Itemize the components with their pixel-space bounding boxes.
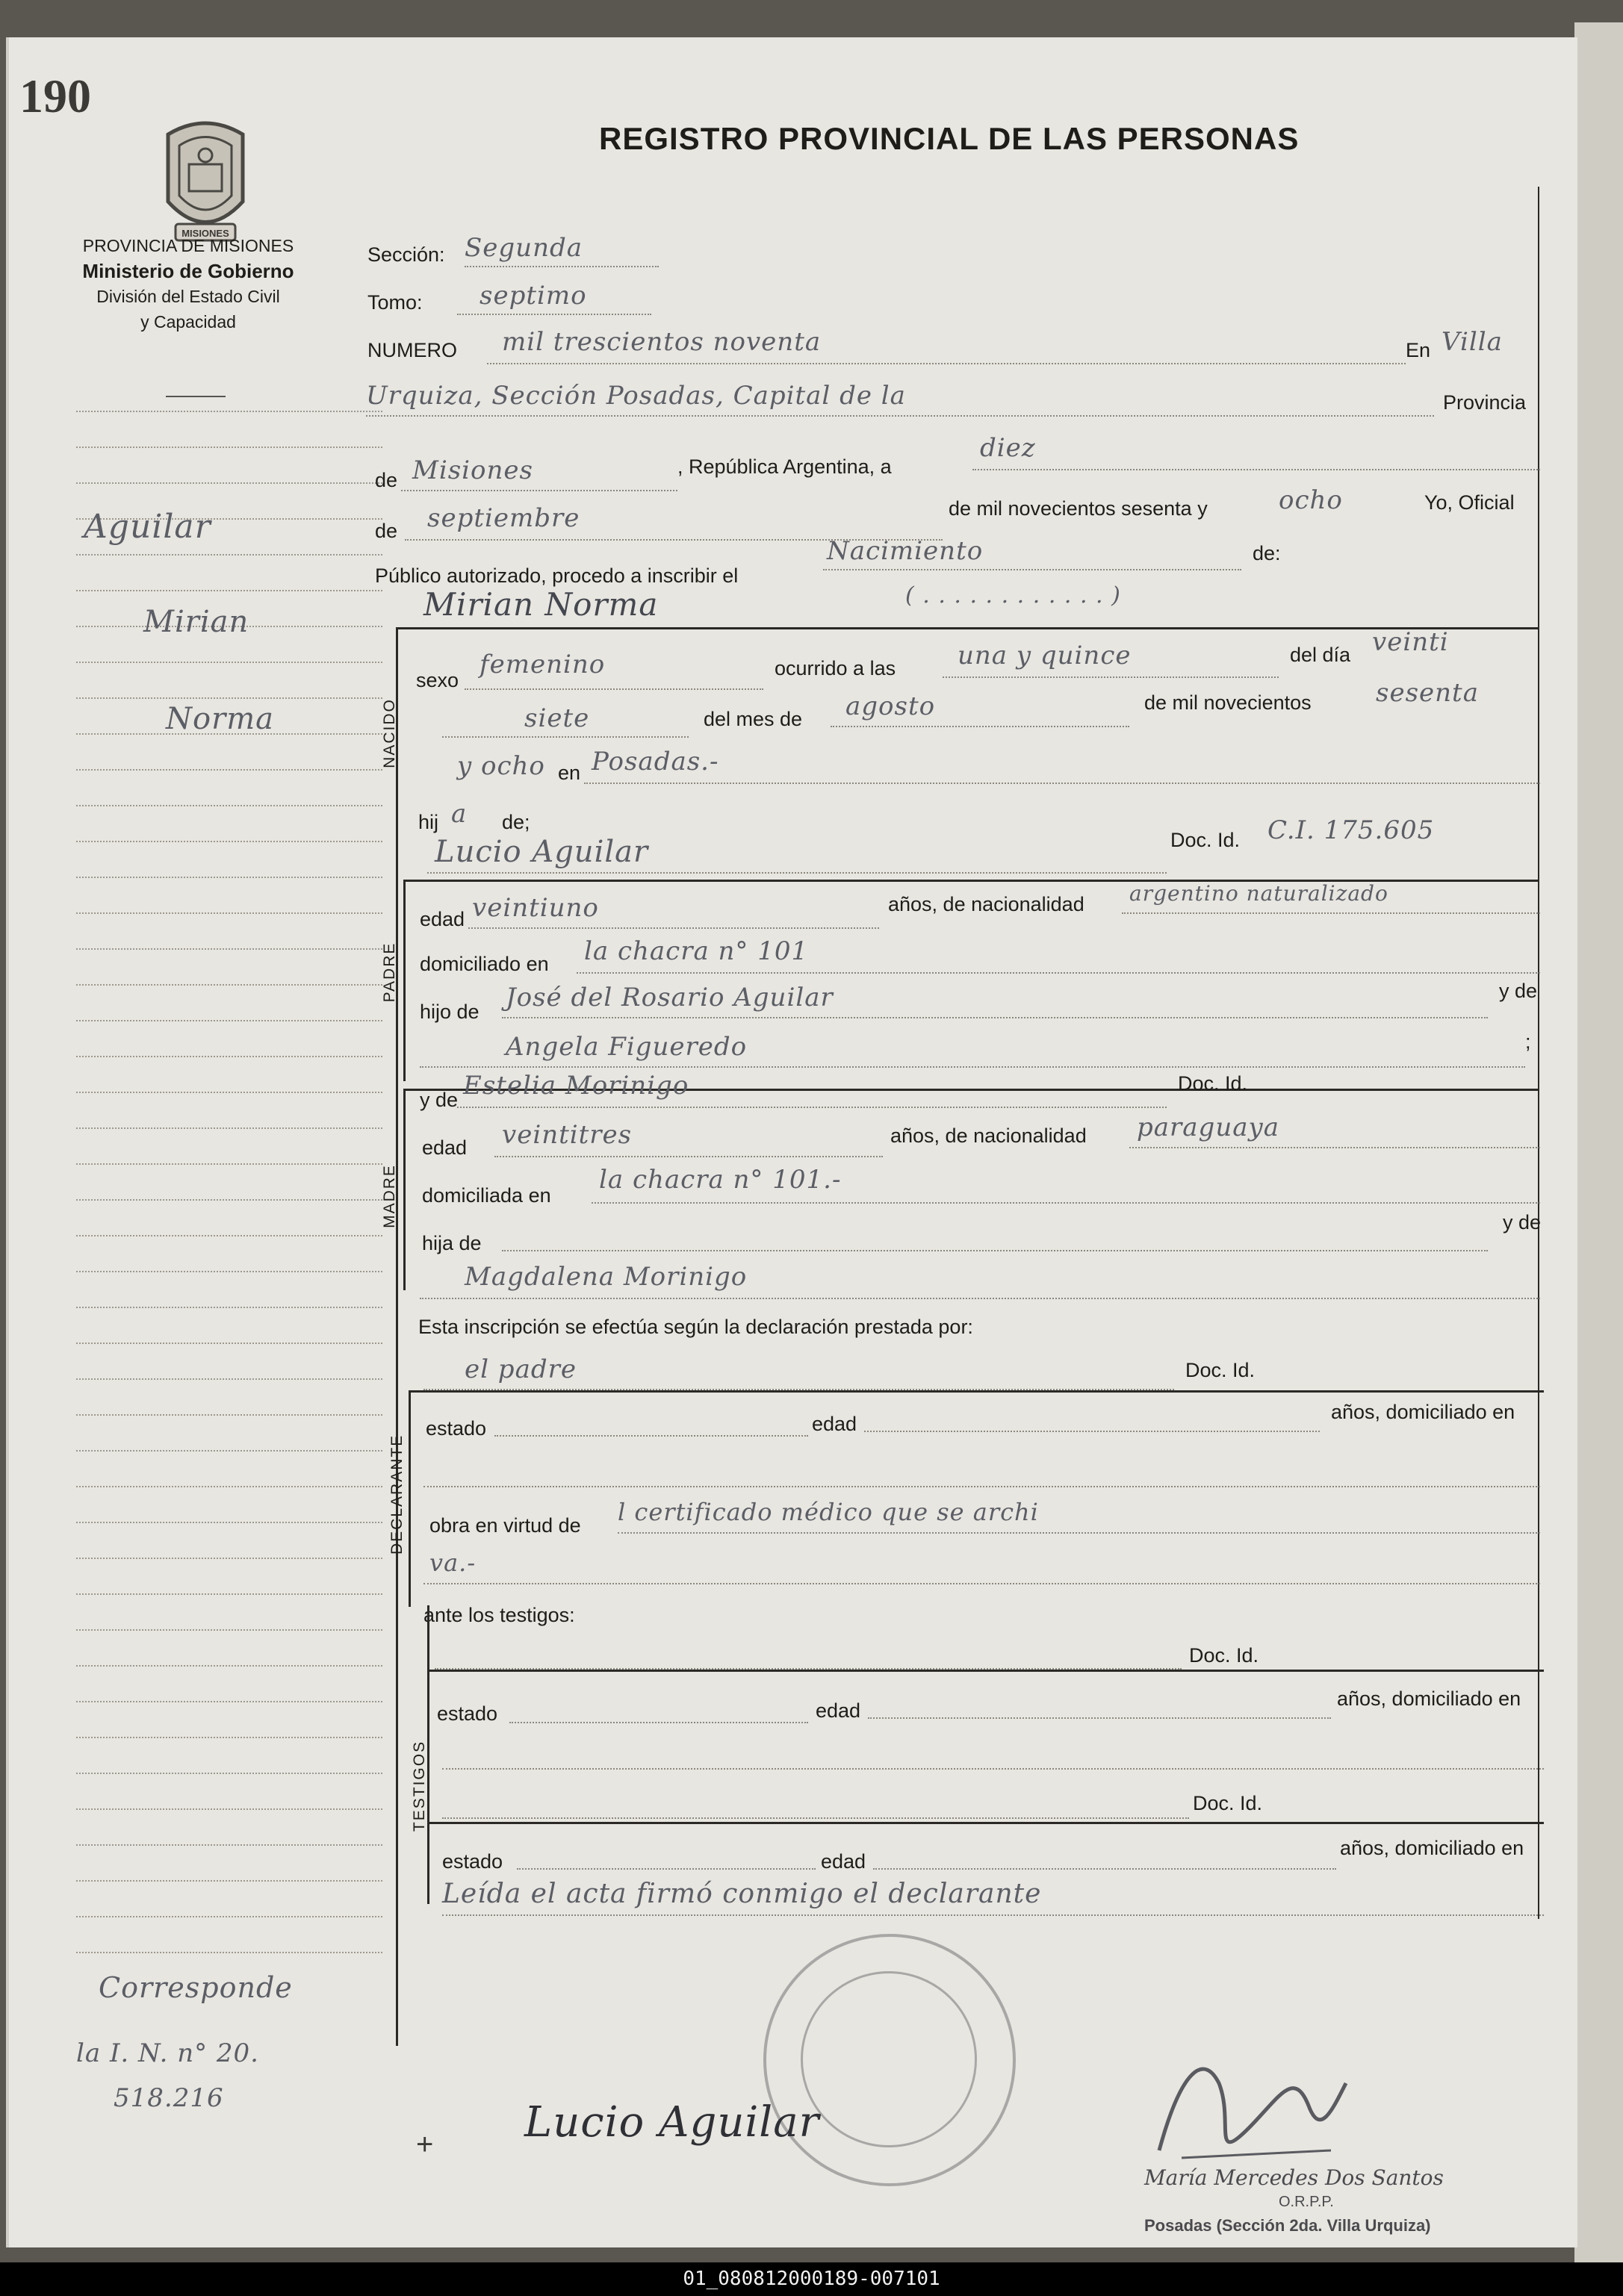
year-value: ocho [1279,485,1343,515]
official-office: Posadas (Sección 2da. Villa Urquiza) [1144,2216,1431,2235]
padre-nacionalidad-label: años, de nacionalidad [888,893,1084,915]
mil-novecientos-label: de mil novecientos [1144,691,1312,714]
madre-nombre-value: Estelia Morinigo [463,1071,689,1101]
padre-bracket [403,880,406,1081]
publico-label: Público autorizado, procedo a inscribir el [375,564,739,587]
form-right-border [1538,187,1539,1919]
page-number: 190 [19,69,91,122]
padre-domicilio-label: domiciliado en [420,953,549,975]
month-value: septiembre [427,503,580,533]
hora-value: una y quince [958,641,1132,671]
province-value: Misiones [412,455,533,485]
padre-hijo-de-label: hijo de [420,1001,480,1023]
child-name-value: Mirian Norma [423,586,659,623]
sexo-value: femenino [480,650,606,679]
testigos-top-rule [427,1670,1544,1672]
nacido-section-label: NACIDO [381,698,398,768]
testigo-1-anios-label: años, domiciliado en [1337,1687,1521,1710]
declarante-bracket [409,1390,411,1607]
closing-statement: Leída el acta firmó conmigo el declarante [442,1879,1042,1909]
testigo-2-doc-label: Doc. Id. [1193,1792,1263,1814]
anio-value-1: sesenta [1376,678,1479,708]
place-value: Urquiza, Sección Posadas, Capital de la [366,381,906,411]
testigos-intro: ante los testigos: [423,1604,575,1626]
declarante-obra-value: l certificado médico que se archi [618,1498,1039,1526]
sexo-label: sexo [416,669,459,691]
hijo-de-label: de; [502,811,530,833]
testigo-2-edad-label: edad [821,1850,866,1873]
de-label: de [375,469,398,491]
madre-edad-label: edad [422,1136,468,1159]
madre-bracket [403,1089,406,1290]
cross-mark: + [416,2128,434,2161]
testigo-2-estado-label: estado [442,1850,503,1873]
testigo-1-edad-label: edad [816,1699,861,1722]
madre-domicilio-value: la chacra n° 101.- [599,1165,842,1195]
tomo-value: septimo [480,281,587,311]
day-value: diez [980,433,1036,463]
numero-value: mil trescientos noventa [502,327,822,357]
padre-semicolon: ; [1525,1030,1531,1053]
year-label: de mil novecientos sesenta y [949,497,1208,520]
declarante-intro: Esta inscripción se efectúa según la declaración prestada por: [418,1316,973,1338]
seccion-label: Sección: [367,243,445,266]
madre-hija-de-label: hija de [422,1232,482,1254]
margin-note-corresponde: Corresponde [99,1971,293,2004]
seccion-value: Segunda [465,233,583,263]
adjacent-page-edge [1574,22,1623,2262]
province-label: PROVINCIA DE MISIONES [82,236,294,255]
padre-y-de-label: y de [1499,980,1538,1002]
header-divider [166,396,226,397]
anio-value-2: y ocho [457,751,545,781]
madre-domicilio-label: domiciliada en [422,1184,551,1207]
declarante-signature: Lucio Aguilar [524,2098,820,2147]
padre-nacionalidad-value: argentino naturalizado [1129,881,1388,906]
padre-edad-label: edad [420,908,465,930]
margin-note-number: 518.216 [114,2083,224,2113]
abuela-materna-value: Magdalena Morinigo [465,1262,748,1292]
testigo-1-estado-label: estado [437,1702,498,1725]
nacido-top-rule [396,627,1539,629]
del-mes-label: del mes de [704,708,803,730]
madre-doc-label: Doc. Id. [1178,1072,1248,1095]
madre-nacionalidad-label: años, de nacionalidad [890,1124,1087,1147]
declarante-doc-label: Doc. Id. [1185,1359,1256,1381]
dia-value-2: siete [524,703,590,733]
division-label: División del Estado Civil [96,287,280,306]
numero-label: NUMERO [367,339,457,361]
division-label-2: y Capacidad [140,312,236,332]
del-dia-label: del día [1290,644,1351,666]
padre-domicilio-value: la chacra n° 101 [584,936,809,966]
testigo-1-doc-label: Doc. Id. [1189,1644,1259,1667]
ministry-label: Ministerio de Gobierno [82,260,294,282]
abuelo-paterno-value: José del Rosario Aguilar [506,983,834,1012]
madre-y-de-label: y de [420,1089,459,1111]
official-title: O.R.P.P. [1279,2194,1334,2210]
declarante-anios-label: años, domiciliado en [1331,1401,1515,1423]
dia-value-1: veinti [1372,627,1449,657]
declarante-section-label: DECLARANTE [388,1434,406,1555]
de-label-2: de [375,520,398,542]
madre-y-de-label-2: y de [1503,1211,1542,1233]
margin-surname: Aguilar [84,508,211,546]
svg-text:MISIONES: MISIONES [181,228,229,239]
republica-label: , República Argentina, a [677,455,892,478]
scan-id-footer: 01_080812000189-007101 [0,2262,1623,2296]
page-title: REGISTRO PROVINCIAL DE LAS PERSONAS [599,121,1300,156]
madre-nacionalidad-value: paraguaya [1137,1113,1279,1142]
padre-doc-value: C.I. 175.605 [1267,815,1435,845]
margin-first-name: Mirian [143,605,249,639]
madre-edad-value: veintitres [502,1120,633,1150]
padre-nombre-value: Lucio Aguilar [435,835,649,869]
en-value: Villa [1442,327,1503,357]
mes-value: agosto [845,691,936,721]
de-colon-label: de: [1253,542,1281,564]
lugar-en-label: en [558,762,581,784]
margin-middle-name: Norma [166,702,274,736]
section-bracket [396,627,398,2046]
padre-doc-label: Doc. Id. [1170,829,1241,851]
madre-section-label: MADRE [381,1164,398,1228]
hijo-label: hij [418,811,439,833]
issuer-header [54,233,323,335]
testigo-2-anios-label: años, domiciliado en [1340,1837,1524,1859]
declarante-estado-label: estado [426,1417,487,1440]
lugar-value: Posadas.- [592,747,719,777]
ocurrido-label: ocurrido a las [775,657,896,679]
margin-note-reference: la I. N. n° 20. [76,2038,259,2068]
birth-record-page: 190 REGISTRO PROVINCIAL DE LAS PERSONAS MISIONES PROVINCIA DE MISIONES Ministerio de Gobierno División del Estado Civil y Capacidad Aguilar Mirian Norma Corresponde la I. N. n° 20. 518.216 Sección: Segunda Tomo: septimo NUMERO mil trescientos noventa En Villa Urquiza, Sección Posadas, Capital de la Provincia de Misiones , República Argentina, a diez de septiembre de mil novecientos sesenta y ocho Yo, Oficial Público autorizado, procedo a inscribir el Nacimiento de: NACIDO Mirian Norma ( . . . . . . . . . . . . ) sexo femenino ocurrido a las una y quince del día veinti siete del mes de agosto de mil novecientos sesenta y ocho en Posadas.- hij a de; Lucio Aguilar Doc. Id. C.I. 175.605 PADRE edad veintiuno años, de nacionalidad argentino naturalizado domiciliado en la chacra n° 101 hijo de José del Rosario Aguilar y de Angela Figueredo ; MADRE y de Estelia Morinigo Doc. Id. edad veintitres años, de nacionalidad paraguaya domiciliada en la chacra n° 101.- hija de y de Magdalena Morinigo Esta inscripción se efectúa según la declaración prestada por: el padre Doc. Id. DECLARANTE estado edad años, domiciliado en obra en virtud de l certificado médico que se archi va.- ante los testigos: Doc. Id. TESTIGOS estado edad años, domiciliado en Doc. Id. estado edad años, domiciliado en Leída el acta firmó conmigo el declarante + Lucio Aguilar María Mercedes Dos Santos O.R.P.P. Posadas (Sección 2da. Villa Urquiza) [6,37,1577,2247]
provincia-label: Provincia [1443,391,1527,414]
act-value: Nacimiento [827,536,984,566]
testigo-2-rule [427,1822,1544,1824]
declarante-obra-label: obra en virtud de [429,1514,581,1537]
declarante-obra-value-2: va.- [429,1549,477,1577]
oficial-label: Yo, Oficial [1424,491,1515,514]
padre-section-label: PADRE [381,942,398,1003]
declarante-top-rule [409,1390,1544,1393]
abuela-paterna-value: Angela Figueredo [506,1032,748,1062]
testigos-section-label: TESTIGOS [411,1740,428,1832]
declarante-nombre-value: el padre [465,1354,577,1384]
official-name: María Mercedes Dos Santos [1144,2165,1444,2190]
en-label: En [1406,339,1431,361]
padre-edad-value: veintiuno [472,893,599,923]
tomo-label: Tomo: [367,291,423,314]
declarante-edad-label: edad [812,1413,857,1435]
hijo-value: a [451,799,468,829]
